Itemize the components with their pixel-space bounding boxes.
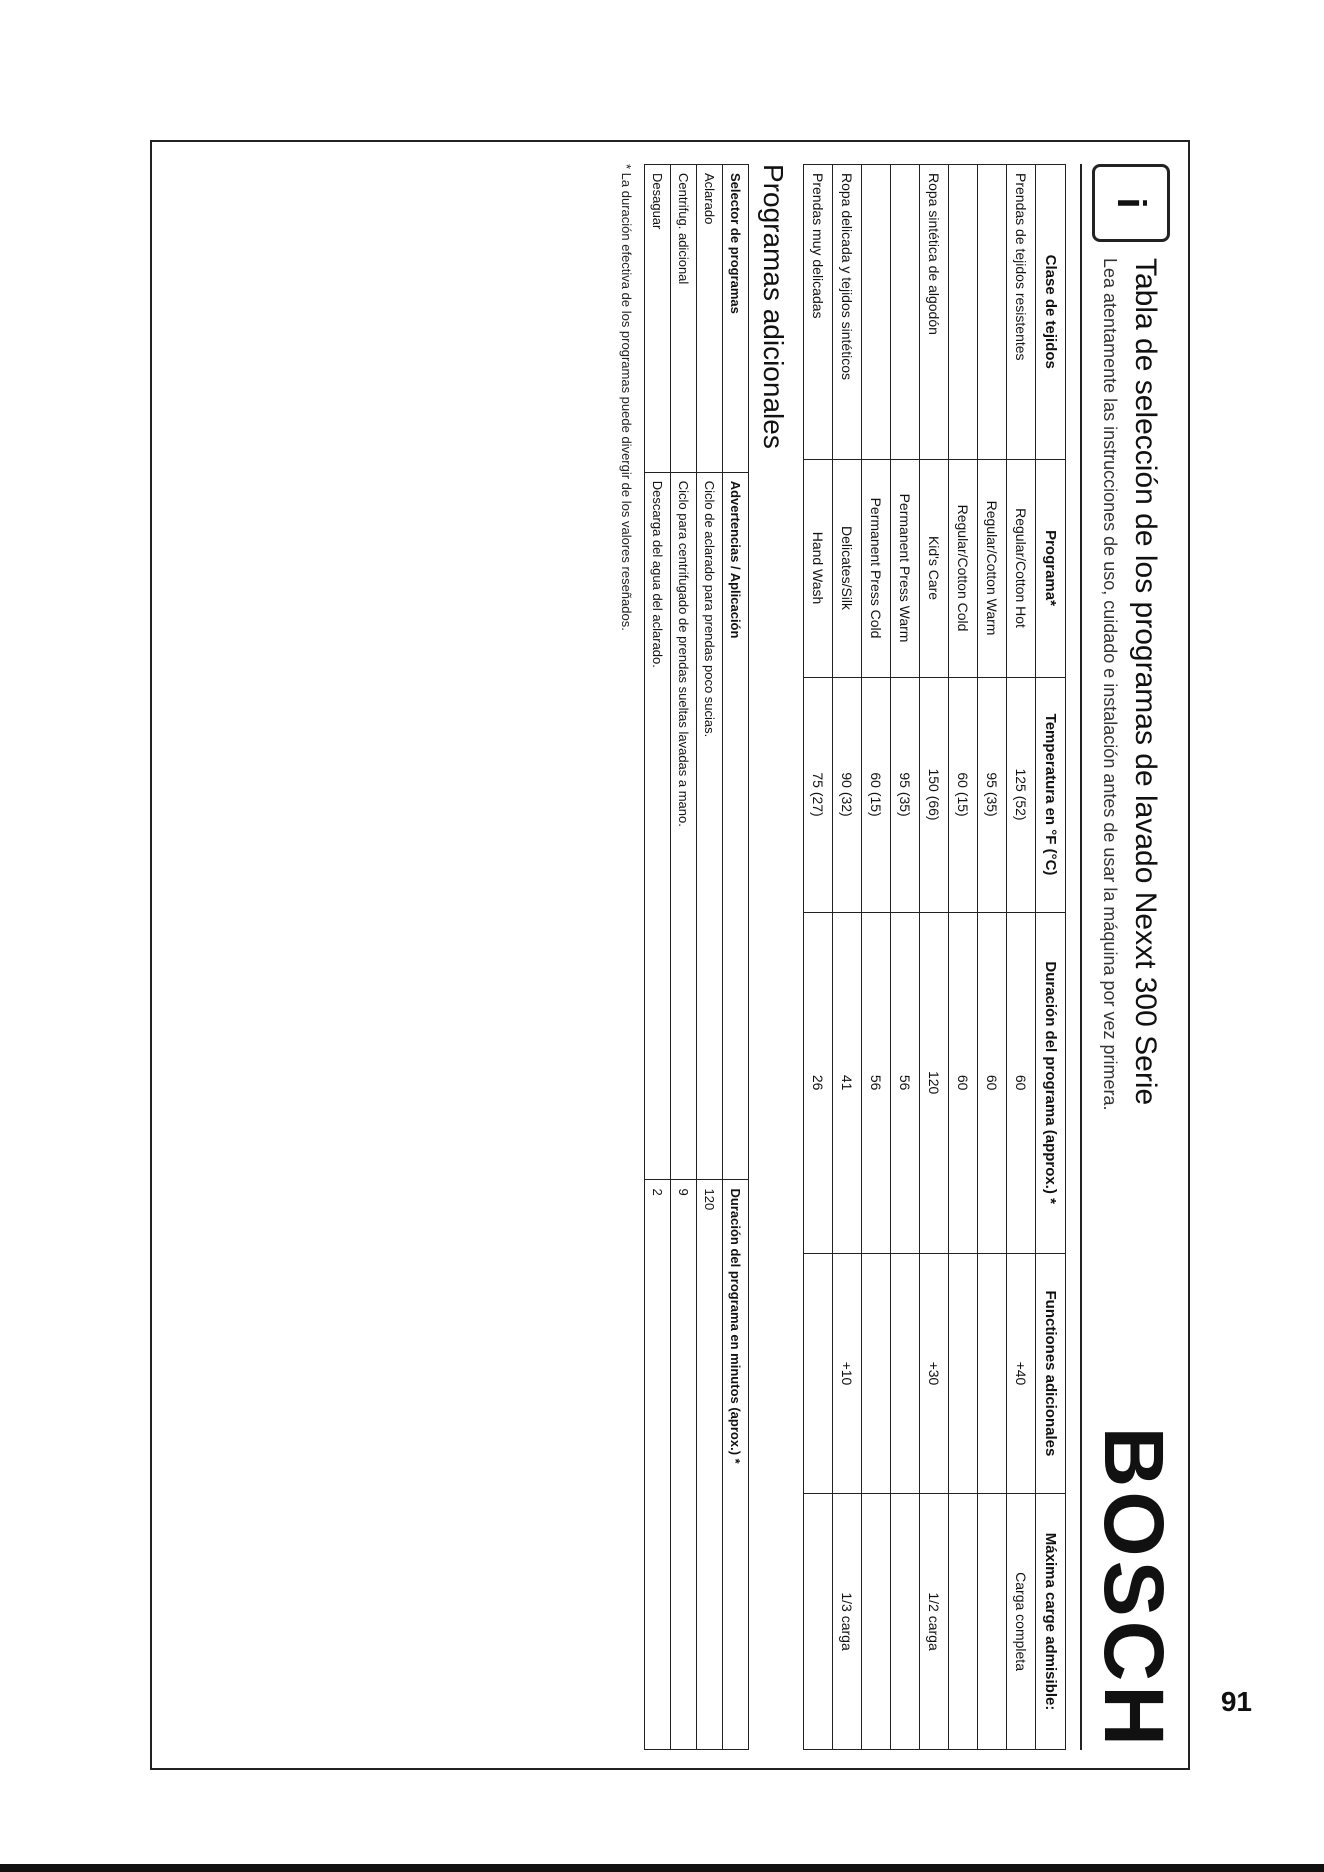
extra-programs-table (644, 164, 749, 1750)
fabric-class-cell (862, 165, 891, 460)
info-book-icon: i (1092, 164, 1170, 242)
program-cell: Regular/Cotton Hot (1007, 459, 1036, 677)
header-additional-functions: Functiones adicionales (1036, 1253, 1066, 1493)
document-header (1080, 164, 1181, 1750)
header-duration: Duración del programa (approx.) * (1036, 912, 1066, 1253)
program-cell: Regular/Cotton Warm (978, 459, 1007, 677)
header-fabric-class: Clase de tejidos (1036, 165, 1066, 460)
extra-program-name: Aclarado (697, 165, 723, 473)
page-number: 91 (1220, 1686, 1252, 1717)
duration-cell: 120 (920, 912, 949, 1253)
table-row (862, 165, 891, 1750)
temperature-cell: 75 (27) (804, 677, 833, 912)
fabric-class-cell: Prendas muy delicadas (804, 165, 833, 460)
title-text-group (1100, 258, 1163, 1111)
header-max-load: Máxima carge admisible: (1036, 1494, 1066, 1750)
duration-cell: 60 (978, 912, 1007, 1253)
brand-logo: BOSCH (1087, 1426, 1181, 1750)
temperature-cell: 150 (66) (920, 677, 949, 912)
program-cell: Permanent Press Cold (862, 459, 891, 677)
header-temperature: Temperatura en °F (°C) (1036, 677, 1066, 912)
extra-program-name: Desaguar (645, 165, 671, 473)
extra-header-notes: Advertencias / Aplicación (723, 472, 749, 1180)
duration-cell: 41 (833, 912, 862, 1253)
additional-function-cell: +40 (1007, 1253, 1036, 1493)
duration-cell: 60 (1007, 912, 1036, 1253)
title-block (1092, 164, 1170, 1111)
wash-program-table (803, 164, 1066, 1750)
duration-cell: 56 (891, 912, 920, 1253)
extra-program-note: Ciclo de aclarado para prendas poco sucias. (697, 472, 723, 1180)
document-title: Tabla de selección de los programas de lavado Nexxt 300 Serie (1129, 258, 1163, 1106)
extra-program-duration: 120 (697, 1180, 723, 1750)
additional-function-cell (804, 1253, 833, 1493)
additional-function-cell: +10 (833, 1253, 862, 1493)
table-row (833, 165, 862, 1750)
max-load-cell (949, 1494, 978, 1750)
fabric-class-cell (949, 165, 978, 460)
document-subtitle: Lea atentamente las instrucciones de uso, cuidado e instalación antes de usar la máquina por vez primera. (1100, 258, 1121, 1111)
fabric-class-cell (978, 165, 1007, 460)
extra-programs-title: Programas adicionales (758, 164, 789, 449)
temperature-cell: 60 (15) (862, 677, 891, 912)
additional-function-cell: +30 (920, 1253, 949, 1493)
table-row (804, 165, 833, 1750)
extra-header-selector: Selector de programas (723, 165, 749, 473)
rotated-document-sheet (150, 140, 1190, 1770)
duration-cell: 60 (949, 912, 978, 1253)
program-cell: Kid's Care (920, 459, 949, 677)
program-cell: Hand Wash (804, 459, 833, 677)
fabric-class-cell: Ropa delicada y tejidos sintéticos (833, 165, 862, 460)
rotated-document-content (152, 142, 1192, 1772)
bottom-rule (0, 1864, 1324, 1872)
footnote: * La duración efectiva de los programas puede divergir de los valores reseñados. (619, 164, 634, 631)
extra-program-note: Descarga del agua del aclarado. (645, 472, 671, 1180)
table-row (891, 165, 920, 1750)
table-row (920, 165, 949, 1750)
extra-program-note: Ciclo para centrifugado de prendas sueltas lavadas a mano. (671, 472, 697, 1180)
max-load-cell (862, 1494, 891, 1750)
extra-header-duration: Duración del programa en minutos (aprox.) * (723, 1180, 749, 1750)
fabric-class-cell: Ropa sintética de algodón (920, 165, 949, 460)
max-load-cell: Carga completa (1007, 1494, 1036, 1750)
additional-function-cell (862, 1253, 891, 1493)
table-row (645, 165, 671, 1750)
temperature-cell: 60 (15) (949, 677, 978, 912)
extra-program-name: Centrifug. adicional (671, 165, 697, 473)
temperature-cell: 90 (32) (833, 677, 862, 912)
table-row (949, 165, 978, 1750)
additional-function-cell (891, 1253, 920, 1493)
table-row (1007, 165, 1036, 1750)
table-row (697, 165, 723, 1750)
program-cell: Regular/Cotton Cold (949, 459, 978, 677)
program-cell: Permanent Press Warm (891, 459, 920, 677)
max-load-cell (978, 1494, 1007, 1750)
max-load-cell (891, 1494, 920, 1750)
temperature-cell: 95 (35) (978, 677, 1007, 912)
fabric-class-cell (891, 165, 920, 460)
wash-program-header-row (1036, 165, 1066, 1750)
max-load-cell: 1/2 carga (920, 1494, 949, 1750)
temperature-cell: 95 (35) (891, 677, 920, 912)
fabric-class-cell: Prendas de tejidos resistentes (1007, 165, 1036, 460)
extra-program-duration: 2 (645, 1180, 671, 1750)
max-load-cell (804, 1494, 833, 1750)
table-row (978, 165, 1007, 1750)
duration-cell: 56 (862, 912, 891, 1253)
header-program: Programa* (1036, 459, 1066, 677)
additional-function-cell (949, 1253, 978, 1493)
table-row (671, 165, 697, 1750)
additional-function-cell (978, 1253, 1007, 1493)
temperature-cell: 125 (52) (1007, 677, 1036, 912)
extra-program-duration: 9 (671, 1180, 697, 1750)
program-cell: Delicates/Silk (833, 459, 862, 677)
extra-programs-header-row (723, 165, 749, 1750)
max-load-cell: 1/3 carga (833, 1494, 862, 1750)
duration-cell: 26 (804, 912, 833, 1253)
